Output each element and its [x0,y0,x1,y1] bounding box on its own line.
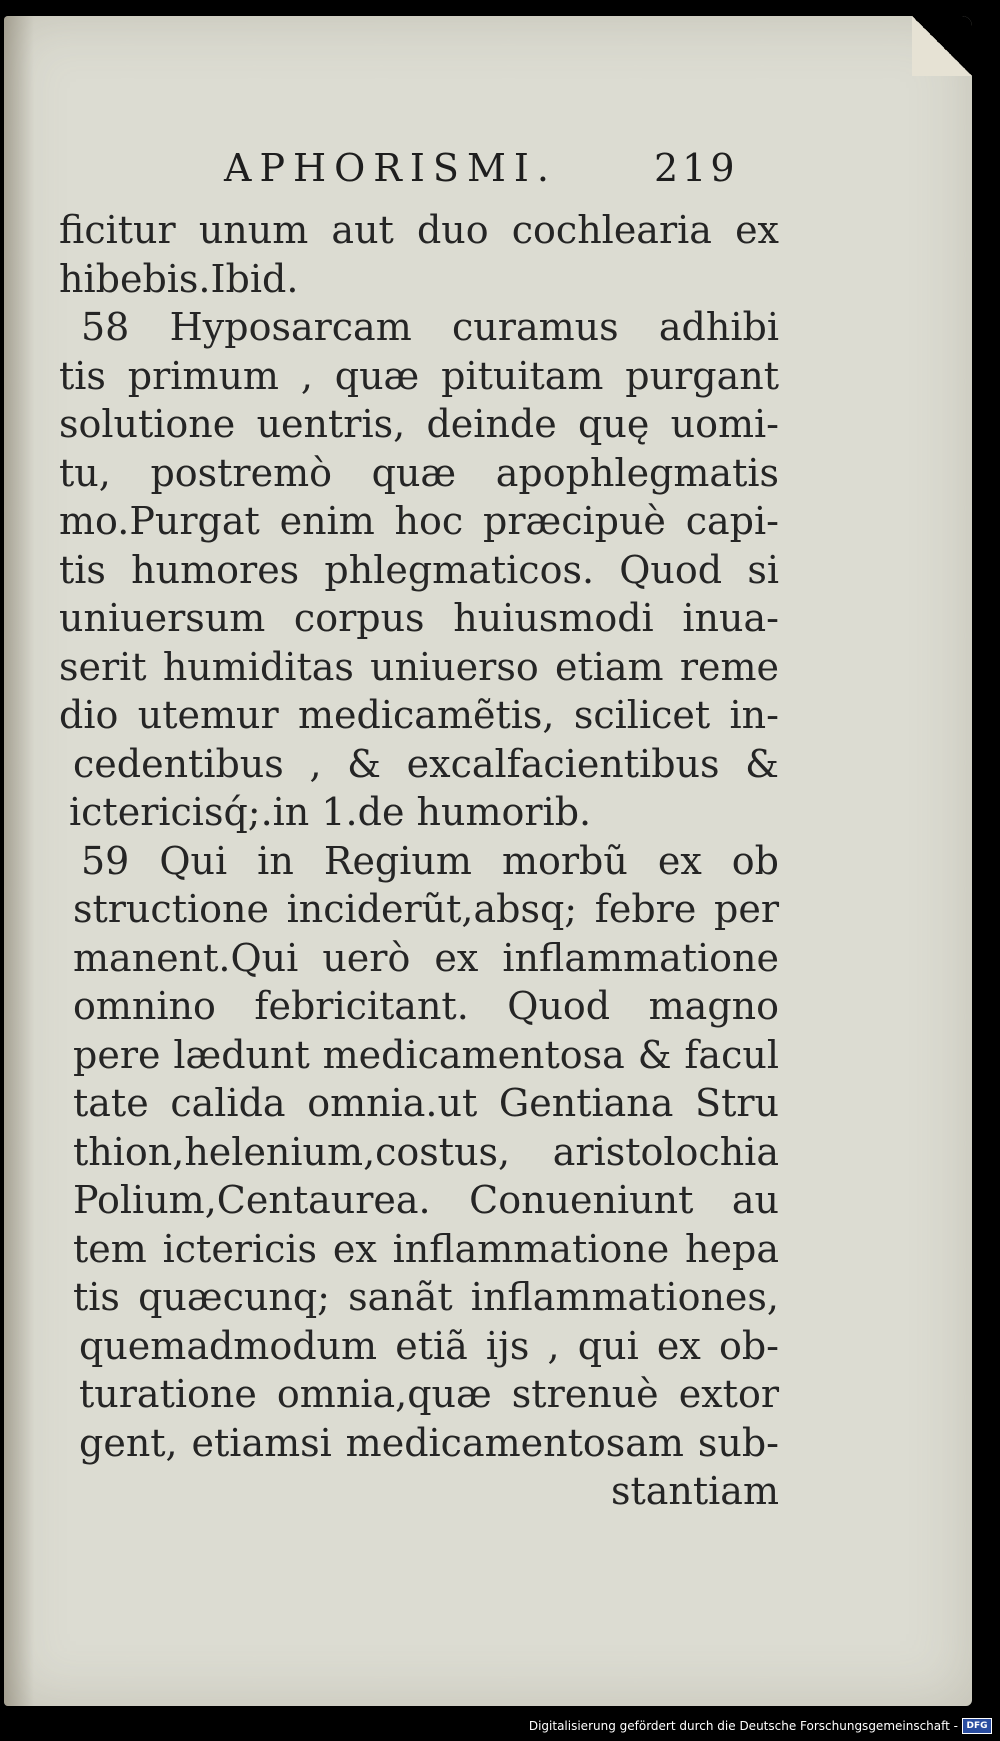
text-line: tis primum , quæ pituitam purgant [59,353,779,398]
text-line: tis quæcunq; sanãt inflammationes, [73,1275,779,1319]
text-line: tu, postremò quæ apophlegmatis [59,450,779,495]
text-line: 58 Hyposarcam curamus adhibi [81,305,779,349]
text-line: uniuersum corpus huiusmodi inua- [59,596,779,640]
footer-strip [0,1711,1000,1741]
book-page [4,16,972,1706]
catchword: stantiam [610,1469,779,1513]
text-line: tate calida omnia.ut Gentiana Stru [73,1081,779,1125]
text-line: Polium,Centaurea. Conueniunt au [73,1178,779,1222]
page-number: 219 [654,146,739,190]
text-line: mo.Purgat enim hoc præcipuè capi- [59,499,779,543]
body-text [59,206,779,1516]
text-line: turatione omnia,quæ strenuè extor [79,1372,779,1416]
text-line: manent.Qui uerò ex inflammatione [73,935,779,980]
text-line: quemadmodum etiã ijs , qui ex ob- [79,1323,779,1368]
text-line: tem ictericis ex inflammatione hepa [73,1226,779,1271]
text-line: structione inciderũt,absq; febre per [73,887,779,931]
text-line: gent, etiamsi medicamentosam sub- [79,1420,779,1465]
text-line: hibebis.Ibid. [59,256,299,301]
text-line: cedentibus , & excalfacientibus & [73,741,779,786]
text-line: dio utemur medicamẽtis, scilicet in- [59,693,779,737]
digitization-credit: Digitalisierung gefördert durch die Deutsche Forschungsgemeinschaft - [528,1719,958,1733]
dfg-logo: DFG [962,1718,992,1734]
text-line: serit humiditas uniuerso etiam reme [59,644,779,689]
text-line: solutione uentris, deinde quę uomi- [59,402,779,446]
running-head-title: APHORISMI. [224,146,557,190]
text-line: 59 Qui in Regium morbũ ex ob [81,838,779,883]
text-line: ictericisq́;.in 1.de humorib. [69,790,592,834]
running-head [4,146,972,196]
folded-corner [912,16,972,76]
text-line: tis humores phlegmaticos. Quod si [59,547,779,592]
text-line: thion,helenium,costus, aristolochia [73,1129,779,1174]
text-line: pere lædunt medicamentosa & facul [73,1032,779,1077]
text-line: ficitur unum aut duo cochlearia ex [59,208,779,252]
text-line: omnino febricitant. Quod magno [73,984,779,1028]
